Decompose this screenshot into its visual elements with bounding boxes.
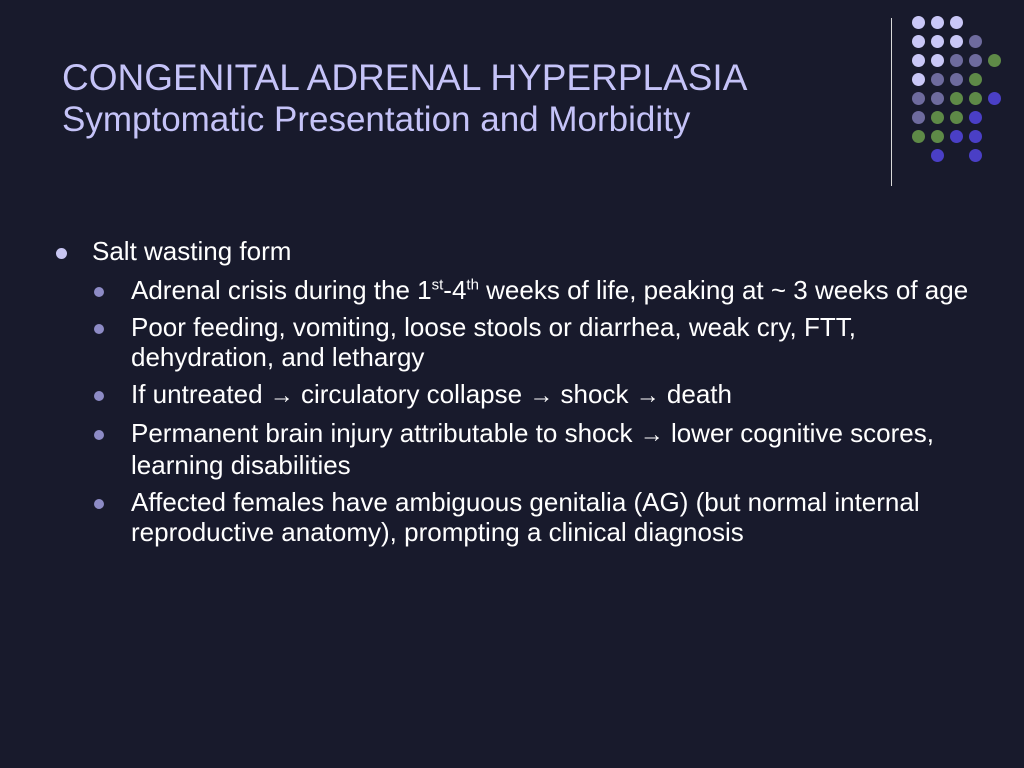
subbullet-adrenal-crisis: [94, 275, 976, 305]
decorative-dot: [950, 130, 963, 143]
slide-title: [62, 58, 882, 142]
slide-body: [56, 236, 976, 554]
subbullet-text: Poor feeding, vomiting, loose stools or diarrhea, weak cry, FTT, dehydration, and lethargy: [131, 312, 856, 372]
decorative-dot: [950, 54, 963, 67]
decorative-dot: [988, 54, 1001, 67]
decorative-dot: [931, 130, 944, 143]
decorative-dot: [969, 149, 982, 162]
subbullet-text-part: Permanent brain injury attributable to shock: [131, 418, 640, 448]
arrow-right-icon: →: [529, 382, 554, 409]
arrow-right-icon: →: [269, 382, 294, 409]
bullet-salt-wasting: [56, 236, 976, 267]
decorative-dot: [912, 54, 925, 67]
arrow-right-icon: →: [635, 382, 660, 409]
arrow-right-icon: →: [639, 421, 664, 448]
superscript-th: th: [466, 276, 479, 294]
decorative-dot: [950, 73, 963, 86]
subbullet-text: Affected females have ambiguous genitalia (AG) (but normal internal reproductive anatomy), prompting a clinical diagnosis: [131, 487, 920, 547]
decorative-dot: [988, 92, 1001, 105]
decorative-dot: [931, 54, 944, 67]
subbullet-dot-icon: [94, 287, 104, 297]
vertical-divider: [891, 18, 892, 186]
decorative-dot: [912, 35, 925, 48]
subbullet-dot-icon: [94, 391, 104, 401]
bullet-dot-icon: [56, 248, 67, 259]
subbullet-dot-icon: [94, 324, 104, 334]
subbullet-text-part: shock: [553, 379, 636, 409]
decorative-dot: [969, 92, 982, 105]
decorative-dot: [950, 35, 963, 48]
subbullet-text-part: circulatory collapse: [293, 379, 530, 409]
subbullet-text-part: If untreated: [131, 379, 270, 409]
subbullet-brain-injury: [94, 418, 976, 480]
subbullet-dot-icon: [94, 499, 104, 509]
subbullet-text-part: lower cognitive scores, learning disabilities: [131, 418, 934, 480]
decorative-dot: [950, 111, 963, 124]
decorative-dot-grid: [912, 16, 1012, 166]
decorative-dot: [931, 111, 944, 124]
subbullet-dot-icon: [94, 430, 104, 440]
decorative-dot: [931, 92, 944, 105]
subbullet-text-part: death: [659, 379, 732, 409]
decorative-dot: [931, 73, 944, 86]
subbullet-if-untreated: [94, 379, 976, 411]
decorative-dot: [912, 130, 925, 143]
decorative-dot: [969, 35, 982, 48]
decorative-dot: [950, 92, 963, 105]
decorative-dot: [969, 130, 982, 143]
superscript-st: st: [431, 276, 444, 294]
decorative-dot: [950, 16, 963, 29]
subbullet-symptoms: [94, 312, 976, 372]
decorative-dot: [912, 92, 925, 105]
bullet-text: Salt wasting form: [92, 236, 292, 266]
decorative-dot: [969, 73, 982, 86]
decorative-dot: [931, 16, 944, 29]
decorative-dot: [931, 149, 944, 162]
subbullet-text-part: weeks of life, peaking at ~ 3 weeks of age: [478, 275, 969, 305]
decorative-dot: [912, 73, 925, 86]
decorative-dot: [931, 35, 944, 48]
subbullet-text-part: -4: [443, 275, 467, 305]
subbullet-text-part: Adrenal crisis during the 1: [131, 275, 432, 305]
decorative-dot: [969, 54, 982, 67]
decorative-dot: [969, 111, 982, 124]
title-subtitle: Symptomatic Presentation and Morbidity: [62, 100, 691, 139]
decorative-dot: [912, 16, 925, 29]
title-main: CONGENITAL ADRENAL HYPERPLASIA: [62, 57, 748, 98]
decorative-dot: [912, 111, 925, 124]
subbullet-affected-females: [94, 487, 976, 547]
